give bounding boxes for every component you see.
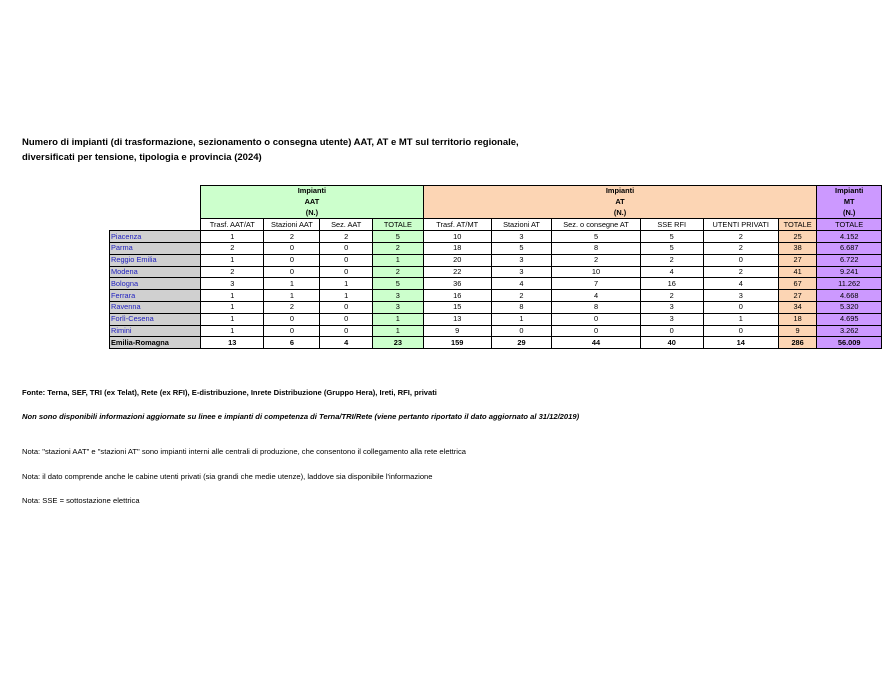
group-aat-line3: (N.) [201, 208, 424, 219]
table-cell: 3 [491, 254, 551, 266]
table-cell: 4.668 [817, 290, 882, 302]
table-cell: 159 [423, 337, 491, 349]
table-cell: 6 [264, 337, 320, 349]
table-cell: 2 [703, 266, 778, 278]
table-cell: 2 [703, 231, 778, 243]
table-row [110, 242, 882, 254]
column-header: Sez. AAT [320, 219, 373, 231]
group-at-line2: AT [423, 197, 817, 208]
table-cell: 4 [552, 290, 641, 302]
table-cell: 15 [423, 301, 491, 313]
table-cell: 22 [423, 266, 491, 278]
table-cell: 6.687 [817, 242, 882, 254]
table-cell: 0 [703, 325, 778, 337]
column-header: SSE RFI [640, 219, 703, 231]
table-cell: 16 [640, 278, 703, 290]
group-mt-line3: (N.) [817, 208, 882, 219]
table-cell: 4 [703, 278, 778, 290]
table-cell: 0 [703, 254, 778, 266]
table-cell: 13 [423, 313, 491, 325]
table-cell: 4 [640, 266, 703, 278]
table-cell: 2 [640, 254, 703, 266]
table-cell: 0 [264, 242, 320, 254]
column-header: TOTALE [373, 219, 424, 231]
province-name: Piacenza [110, 231, 201, 243]
table-cell: 2 [491, 290, 551, 302]
table-cell: 18 [778, 313, 817, 325]
table-cell: 0 [640, 325, 703, 337]
column-header: Trasf. AT/MT [423, 219, 491, 231]
table-cell: 5 [552, 231, 641, 243]
table-row [110, 313, 882, 325]
table-cell: 10 [552, 266, 641, 278]
column-header: Trasf. AAT/AT [201, 219, 264, 231]
total-row [110, 337, 882, 349]
table-cell: 5 [640, 231, 703, 243]
group-mt-line2: MT [817, 197, 882, 208]
table-cell: 3 [640, 313, 703, 325]
table-cell: 0 [491, 325, 551, 337]
table-cell: 2 [264, 301, 320, 313]
note-stazioni: Nota: "stazioni AAT" e "stazioni AT" sono impianti interni alle centrali di produzione, che consentono il collegamento alla rete elettrica [22, 447, 467, 456]
table-cell: 1 [320, 278, 373, 290]
table-cell: 1 [373, 325, 424, 337]
table-row [110, 254, 882, 266]
source-note: Fonte: Terna, SEF, TRI (ex Telat), Rete (ex RFI), E-distribuzione, Inrete Distribuzione (Gruppo Hera), Ireti, RFI, privati [22, 388, 437, 397]
table-cell: 0 [264, 254, 320, 266]
column-header: Sez. o consegne AT [552, 219, 641, 231]
table-cell: 56.009 [817, 337, 882, 349]
table-cell: 11.262 [817, 278, 882, 290]
note-sse: Nota: SSE = sottostazione elettrica [22, 496, 140, 505]
table-row [110, 231, 882, 243]
table-cell: 14 [703, 337, 778, 349]
table-cell: 3 [491, 231, 551, 243]
table-cell: 3 [703, 290, 778, 302]
table-cell: 1 [703, 313, 778, 325]
table-cell: 4.152 [817, 231, 882, 243]
table-cell: 16 [423, 290, 491, 302]
column-header: TOTALE [817, 219, 882, 231]
table-cell: 2 [264, 231, 320, 243]
table-cell: 36 [423, 278, 491, 290]
table-cell: 29 [491, 337, 551, 349]
table-cell: 44 [552, 337, 641, 349]
province-name: Modena [110, 266, 201, 278]
table-cell: 9 [423, 325, 491, 337]
table-cell: 1 [201, 301, 264, 313]
table-cell: 2 [703, 242, 778, 254]
region-name: Emilia-Romagna [110, 337, 201, 349]
table-cell: 5 [491, 242, 551, 254]
province-name: Rimini [110, 325, 201, 337]
table-cell: 23 [373, 337, 424, 349]
table-row [110, 325, 882, 337]
table-cell: 1 [373, 313, 424, 325]
column-header: Stazioni AT [491, 219, 551, 231]
table-cell: 1 [373, 254, 424, 266]
province-name: Reggio Emilia [110, 254, 201, 266]
province-name: Bologna [110, 278, 201, 290]
table-cell: 67 [778, 278, 817, 290]
table-cell: 8 [552, 301, 641, 313]
table-cell: 0 [320, 325, 373, 337]
table-cell: 3.262 [817, 325, 882, 337]
table-row [110, 278, 882, 290]
title-line-2: diversificati per tensione, tipologia e provincia (2024) [22, 152, 262, 163]
table-cell: 9 [778, 325, 817, 337]
table-cell: 7 [552, 278, 641, 290]
title-line-1: Numero di impianti (di trasformazione, sezionamento o consegna utente) AAT, AT e MT sul territorio regionale, [22, 137, 519, 148]
table-cell: 6.722 [817, 254, 882, 266]
column-header: TOTALE [778, 219, 817, 231]
table-row [110, 290, 882, 302]
table-cell: 1 [201, 231, 264, 243]
table-cell: 3 [640, 301, 703, 313]
table-cell: 5 [373, 278, 424, 290]
table-cell: 9.241 [817, 266, 882, 278]
table-cell: 3 [201, 278, 264, 290]
table-cell: 1 [201, 325, 264, 337]
group-aat-line1: Impianti [201, 186, 424, 197]
table-cell: 5 [373, 231, 424, 243]
table-cell: 4 [491, 278, 551, 290]
table-row [110, 301, 882, 313]
table-cell: 1 [491, 313, 551, 325]
group-mt-line1: Impianti [817, 186, 882, 197]
table-cell: 286 [778, 337, 817, 349]
table-cell: 2 [640, 290, 703, 302]
table-cell: 3 [491, 266, 551, 278]
table-cell: 0 [264, 325, 320, 337]
table-cell: 3 [373, 290, 424, 302]
table-cell: 27 [778, 254, 817, 266]
table-cell: 1 [201, 313, 264, 325]
group-at-line1: Impianti [423, 186, 817, 197]
table-cell: 4.695 [817, 313, 882, 325]
column-header: UTENTI PRIVATI [703, 219, 778, 231]
table-cell: 0 [320, 254, 373, 266]
table-cell: 0 [264, 266, 320, 278]
table-cell: 2 [552, 254, 641, 266]
availability-note: Non sono disponibili informazioni aggiornate su linee e impianti di competenza di Terna/TRI/Rete (viene pertanto riportato il dato aggiornato al 31/12/2019) [22, 412, 580, 421]
table-cell: 0 [320, 242, 373, 254]
page-title [22, 135, 519, 165]
table-cell: 1 [264, 290, 320, 302]
table-cell: 5 [640, 242, 703, 254]
table-cell: 1 [320, 290, 373, 302]
table-cell: 13 [201, 337, 264, 349]
table-cell: 40 [640, 337, 703, 349]
table-cell: 4 [320, 337, 373, 349]
table-cell: 2 [373, 266, 424, 278]
table-cell: 38 [778, 242, 817, 254]
table-cell: 2 [373, 242, 424, 254]
table-cell: 8 [552, 242, 641, 254]
table-cell: 0 [552, 313, 641, 325]
group-aat-line2: AAT [201, 197, 424, 208]
province-name: Ferrara [110, 290, 201, 302]
note-cabine: Nota: il dato comprende anche le cabine utenti privati (sia grandi che medie utenze), laddove sia disponibile l'informazione [22, 472, 433, 481]
table-cell: 1 [201, 290, 264, 302]
impianti-table [109, 185, 882, 349]
table-cell: 27 [778, 290, 817, 302]
table-cell: 18 [423, 242, 491, 254]
table-cell: 0 [264, 313, 320, 325]
table-cell: 0 [552, 325, 641, 337]
province-name: Forlì-Cesena [110, 313, 201, 325]
table-cell: 2 [201, 242, 264, 254]
province-name: Ravenna [110, 301, 201, 313]
table-row [110, 266, 882, 278]
table-cell: 34 [778, 301, 817, 313]
table-cell: 0 [320, 266, 373, 278]
table-cell: 1 [201, 254, 264, 266]
table-cell: 3 [373, 301, 424, 313]
table-cell: 0 [320, 313, 373, 325]
group-at-line3: (N.) [423, 208, 817, 219]
table-cell: 20 [423, 254, 491, 266]
table-cell: 2 [320, 231, 373, 243]
table-cell: 5.320 [817, 301, 882, 313]
table-cell: 2 [201, 266, 264, 278]
table-cell: 8 [491, 301, 551, 313]
table-cell: 41 [778, 266, 817, 278]
column-header: Stazioni AAT [264, 219, 320, 231]
table-cell: 0 [703, 301, 778, 313]
table-cell: 1 [264, 278, 320, 290]
table-cell: 0 [320, 301, 373, 313]
province-name: Parma [110, 242, 201, 254]
table-cell: 25 [778, 231, 817, 243]
table-cell: 10 [423, 231, 491, 243]
